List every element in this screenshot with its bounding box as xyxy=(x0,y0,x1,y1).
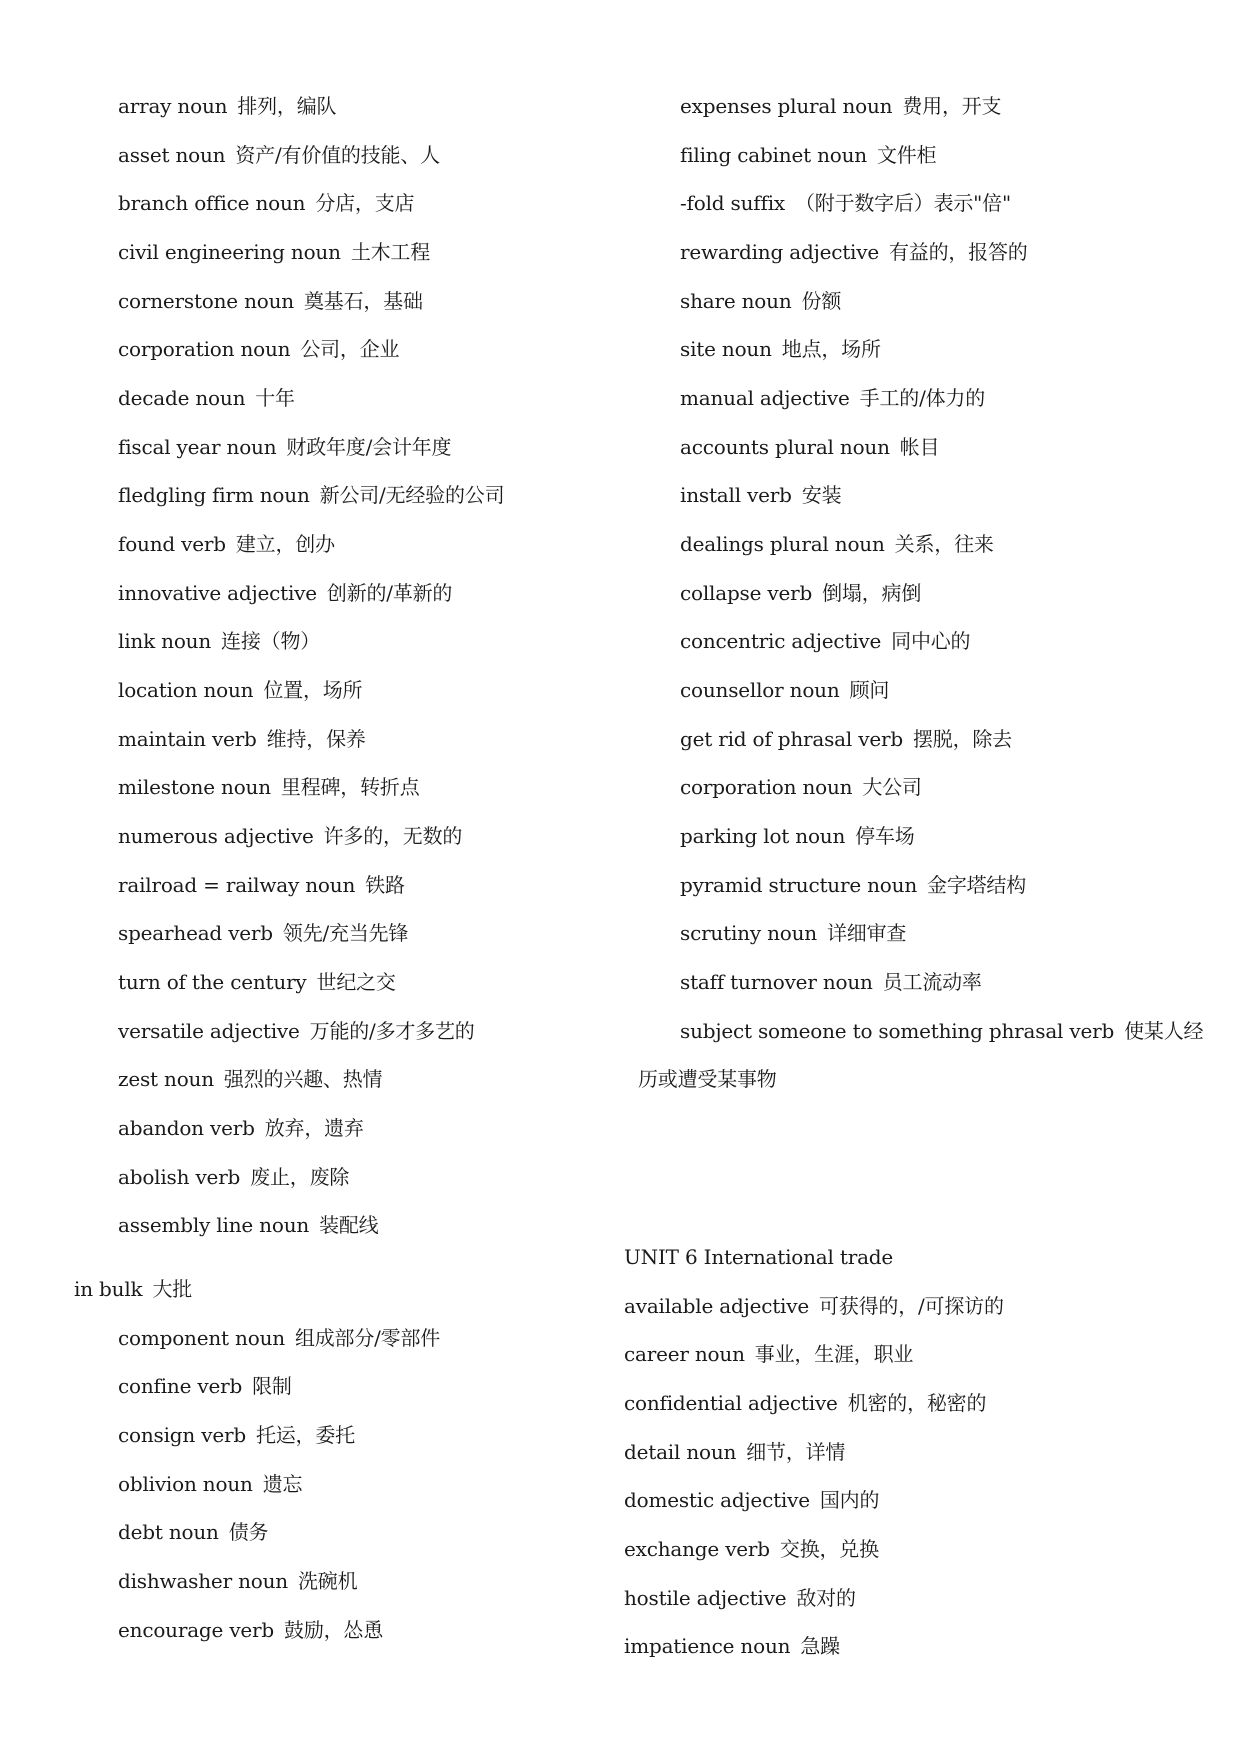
unit-heading xyxy=(624,1245,893,1269)
entry-meaning: 急躁 xyxy=(800,1634,840,1658)
entry-term: scrutiny noun xyxy=(680,921,817,945)
entry-term: branch office noun xyxy=(118,191,306,215)
vocab-entry xyxy=(680,483,841,507)
entry-meaning: 装配线 xyxy=(319,1213,379,1237)
entry-term: install verb xyxy=(680,483,792,507)
entry-meaning: 同中心的 xyxy=(891,629,971,653)
entry-term: encourage verb xyxy=(118,1618,275,1642)
entry-meaning: 敌对的 xyxy=(796,1586,856,1610)
entry-term: counsellor noun xyxy=(680,678,840,702)
entry-meaning: 强烈的兴趣、热情 xyxy=(223,1067,383,1091)
vocab-entry xyxy=(118,970,396,994)
entry-meaning: 组成部分/零部件 xyxy=(294,1326,441,1350)
entry-term: asset noun xyxy=(118,143,226,167)
entry-meaning: 放弃，遗弃 xyxy=(264,1116,364,1140)
entry-meaning: 铁路 xyxy=(365,873,405,897)
entry-term: corporation noun xyxy=(118,337,291,361)
vocab-entry xyxy=(680,94,1001,118)
vocab-entry xyxy=(118,824,462,848)
entry-term: career noun xyxy=(624,1342,745,1366)
entry-meaning: 公司，企业 xyxy=(300,337,400,361)
vocab-entry xyxy=(680,970,982,994)
vocab-entry xyxy=(118,1116,364,1140)
entry-term: turn of the century xyxy=(118,970,307,994)
entry-term: site noun xyxy=(680,337,772,361)
vocab-entry xyxy=(624,1342,913,1366)
entry-meaning: （附于数字后）表示"倍" xyxy=(794,191,1011,215)
vocab-entry xyxy=(680,289,841,313)
entry-term: manual adjective xyxy=(680,386,850,410)
entry-meaning: 使某人经 xyxy=(1124,1019,1204,1043)
entry-meaning: 土木工程 xyxy=(350,240,431,264)
entry-meaning: 历或遭受某事物 xyxy=(638,1067,777,1091)
vocab-entry xyxy=(118,337,399,361)
vocab-entry xyxy=(118,435,451,459)
entry-term: share noun xyxy=(680,289,792,313)
vocab-entry xyxy=(118,1165,349,1189)
vocab-entry xyxy=(118,1569,357,1593)
entry-meaning: 分店，支店 xyxy=(315,191,415,215)
entry-term: fledgling firm noun xyxy=(118,483,310,507)
vocab-entry xyxy=(680,727,1012,751)
vocab-entry xyxy=(680,240,1028,264)
entry-meaning: 国内的 xyxy=(819,1488,880,1512)
entry-meaning: 有益的，报答的 xyxy=(888,240,1028,264)
entry-term: impatience noun xyxy=(624,1634,791,1658)
entry-meaning: 债务 xyxy=(228,1520,269,1544)
vocab-entry xyxy=(624,1634,840,1658)
entry-term: oblivion noun xyxy=(118,1472,253,1496)
vocab-entry xyxy=(118,191,414,215)
entry-term: in bulk xyxy=(74,1277,143,1301)
vocab-entry xyxy=(680,629,970,653)
vocab-entry xyxy=(680,143,936,167)
entry-term: location noun xyxy=(118,678,254,702)
vocab-entry xyxy=(118,289,423,313)
vocab-entry xyxy=(118,1326,440,1350)
entry-meaning: 遗忘 xyxy=(262,1472,303,1496)
entry-term: get rid of phrasal verb xyxy=(680,727,903,751)
entry-meaning: 细节，详情 xyxy=(746,1440,846,1464)
entry-meaning: 事业，生涯，职业 xyxy=(754,1342,914,1366)
vocab-entry xyxy=(118,678,362,702)
vocab-entry xyxy=(680,824,915,848)
vocab-entry xyxy=(118,1423,355,1447)
entry-term: found verb xyxy=(118,532,226,556)
entry-meaning: 奠基石，基础 xyxy=(303,289,423,313)
entry-meaning: 创新的/革新的 xyxy=(326,581,453,605)
entry-meaning: 财政年度/会计年度 xyxy=(286,435,452,459)
entry-term: versatile adjective xyxy=(118,1019,300,1043)
entry-term: filing cabinet noun xyxy=(680,143,867,167)
entry-meaning: 废止，废除 xyxy=(250,1165,350,1189)
entry-meaning: 大公司 xyxy=(862,775,922,799)
entry-meaning: 帐目 xyxy=(899,435,940,459)
vocab-entry xyxy=(624,1488,879,1512)
vocab-entry xyxy=(118,483,504,507)
entry-term: -fold suffix xyxy=(680,191,785,215)
entry-meaning: 手工的/体力的 xyxy=(859,386,986,410)
vocab-entry xyxy=(118,94,336,118)
entry-meaning: 金字塔结构 xyxy=(927,873,1027,897)
vocab-entry xyxy=(680,678,889,702)
entry-term: dealings plural noun xyxy=(680,532,885,556)
vocab-entry xyxy=(118,921,408,945)
entry-meaning: 限制 xyxy=(252,1374,292,1398)
entry-meaning: 机密的，秘密的 xyxy=(847,1391,987,1415)
entry-term: array noun xyxy=(118,94,228,118)
vocab-entry xyxy=(680,337,881,361)
entry-term: collapse verb xyxy=(680,581,813,605)
vocab-entry xyxy=(118,532,335,556)
entry-term: milestone noun xyxy=(118,775,271,799)
entry-meaning: 托运，委托 xyxy=(255,1423,355,1447)
entry-term: rewarding adjective xyxy=(680,240,879,264)
vocab-entry xyxy=(118,1019,475,1043)
entry-meaning: 可获得的，/可探访的 xyxy=(819,1294,1004,1318)
vocab-entry xyxy=(118,1213,378,1237)
vocab-entry xyxy=(118,727,366,751)
entry-meaning: 维持，保养 xyxy=(266,727,366,751)
entry-term: available adjective xyxy=(624,1294,809,1318)
entry-term: fiscal year noun xyxy=(118,435,277,459)
entry-meaning: 关系，往来 xyxy=(894,532,994,556)
vocab-entry xyxy=(680,581,921,605)
vocab-entry xyxy=(118,1067,382,1091)
entry-meaning: 费用，开支 xyxy=(902,94,1002,118)
entry-meaning: 里程碑，转折点 xyxy=(280,775,420,799)
entry-term: civil engineering noun xyxy=(118,240,341,264)
vocab-entry xyxy=(680,1019,1203,1043)
entry-term: domestic adjective xyxy=(624,1488,810,1512)
entry-meaning: 万能的/多才多艺的 xyxy=(309,1019,475,1043)
entry-meaning: 洗碗机 xyxy=(297,1569,358,1593)
entry-meaning: 详细审查 xyxy=(826,921,907,945)
vocab-entry xyxy=(624,1586,856,1610)
entry-term: cornerstone noun xyxy=(118,289,294,313)
vocab-entry xyxy=(624,1537,879,1561)
vocab-entry xyxy=(624,1440,845,1464)
vocab-entry xyxy=(118,143,440,167)
entry-term: detail noun xyxy=(624,1440,737,1464)
entry-term: consign verb xyxy=(118,1423,246,1447)
entry-meaning: 领先/充当先锋 xyxy=(282,921,409,945)
entry-term: innovative adjective xyxy=(118,581,317,605)
entry-meaning: 大批 xyxy=(152,1277,193,1301)
vocab-entry xyxy=(118,1618,383,1642)
vocab-entry xyxy=(680,873,1026,897)
vocab-entry-continuation xyxy=(638,1067,777,1091)
vocab-entry xyxy=(118,629,320,653)
entry-term: confidential adjective xyxy=(624,1391,838,1415)
vocab-entry xyxy=(680,921,906,945)
vocab-entry xyxy=(118,1472,302,1496)
vocab-entry xyxy=(680,532,994,556)
vocab-entry xyxy=(118,1374,292,1398)
entry-term: spearhead verb xyxy=(118,921,273,945)
entry-meaning: 新公司/无经验的公司 xyxy=(319,483,505,507)
vocab-entry xyxy=(680,435,939,459)
vocab-entry xyxy=(118,775,420,799)
entry-meaning: 员工流动率 xyxy=(882,970,982,994)
vocab-entry xyxy=(680,386,985,410)
entry-term: exchange verb xyxy=(624,1537,770,1561)
entry-meaning: 世纪之交 xyxy=(316,970,396,994)
entry-meaning: 文件柜 xyxy=(876,143,937,167)
entry-meaning: 地点，场所 xyxy=(781,337,881,361)
entry-term: component noun xyxy=(118,1326,285,1350)
entry-meaning: 交换，兑换 xyxy=(779,1537,879,1561)
entry-term: concentric adjective xyxy=(680,629,882,653)
vocab-entry xyxy=(118,386,295,410)
entry-meaning: 停车场 xyxy=(855,824,915,848)
entry-term: debt noun xyxy=(118,1520,219,1544)
entry-term: maintain verb xyxy=(118,727,257,751)
vocab-entry xyxy=(624,1294,1004,1318)
entry-meaning: 建立，创办 xyxy=(235,532,335,556)
entry-meaning: 位置，场所 xyxy=(263,678,363,702)
entry-term: assembly line noun xyxy=(118,1213,310,1237)
entry-term: railroad = railway noun xyxy=(118,873,356,897)
entry-meaning: 十年 xyxy=(255,386,295,410)
entry-term: expenses plural noun xyxy=(680,94,893,118)
entry-meaning: 鼓励，怂恿 xyxy=(284,1618,384,1642)
vocab-entry xyxy=(680,191,1011,215)
vocab-entry xyxy=(118,240,430,264)
entry-meaning: 倒塌，病倒 xyxy=(822,581,922,605)
entry-term: staff turnover noun xyxy=(680,970,873,994)
unit-title: UNIT 6 International trade xyxy=(624,1245,894,1269)
vocab-entry xyxy=(118,1520,268,1544)
entry-meaning: 安装 xyxy=(801,483,842,507)
vocab-entry xyxy=(118,581,452,605)
entry-term: link noun xyxy=(118,629,212,653)
entry-term: abandon verb xyxy=(118,1116,255,1140)
entry-meaning: 连接（物） xyxy=(221,629,321,653)
vocab-entry xyxy=(74,1277,192,1301)
entry-meaning: 份额 xyxy=(801,289,842,313)
entry-term: zest noun xyxy=(118,1067,214,1091)
entry-term: hostile adjective xyxy=(624,1586,787,1610)
vocab-entry xyxy=(680,775,922,799)
entry-term: confine verb xyxy=(118,1374,243,1398)
entry-meaning: 摆脱，除去 xyxy=(912,727,1012,751)
entry-term: parking lot noun xyxy=(680,824,846,848)
entry-meaning: 许多的，无数的 xyxy=(323,824,463,848)
entry-term: corporation noun xyxy=(680,775,853,799)
entry-term: pyramid structure noun xyxy=(680,873,918,897)
entry-term: subject someone to something phrasal verb xyxy=(680,1019,1115,1043)
entry-meaning: 资产/有价值的技能、人 xyxy=(235,143,440,167)
entry-meaning: 排列，编队 xyxy=(237,94,337,118)
entry-term: abolish verb xyxy=(118,1165,241,1189)
vocab-entry xyxy=(624,1391,986,1415)
entry-term: numerous adjective xyxy=(118,824,314,848)
vocab-entry xyxy=(118,873,405,897)
entry-term: decade noun xyxy=(118,386,246,410)
entry-term: accounts plural noun xyxy=(680,435,890,459)
entry-term: dishwasher noun xyxy=(118,1569,288,1593)
entry-meaning: 顾问 xyxy=(849,678,890,702)
